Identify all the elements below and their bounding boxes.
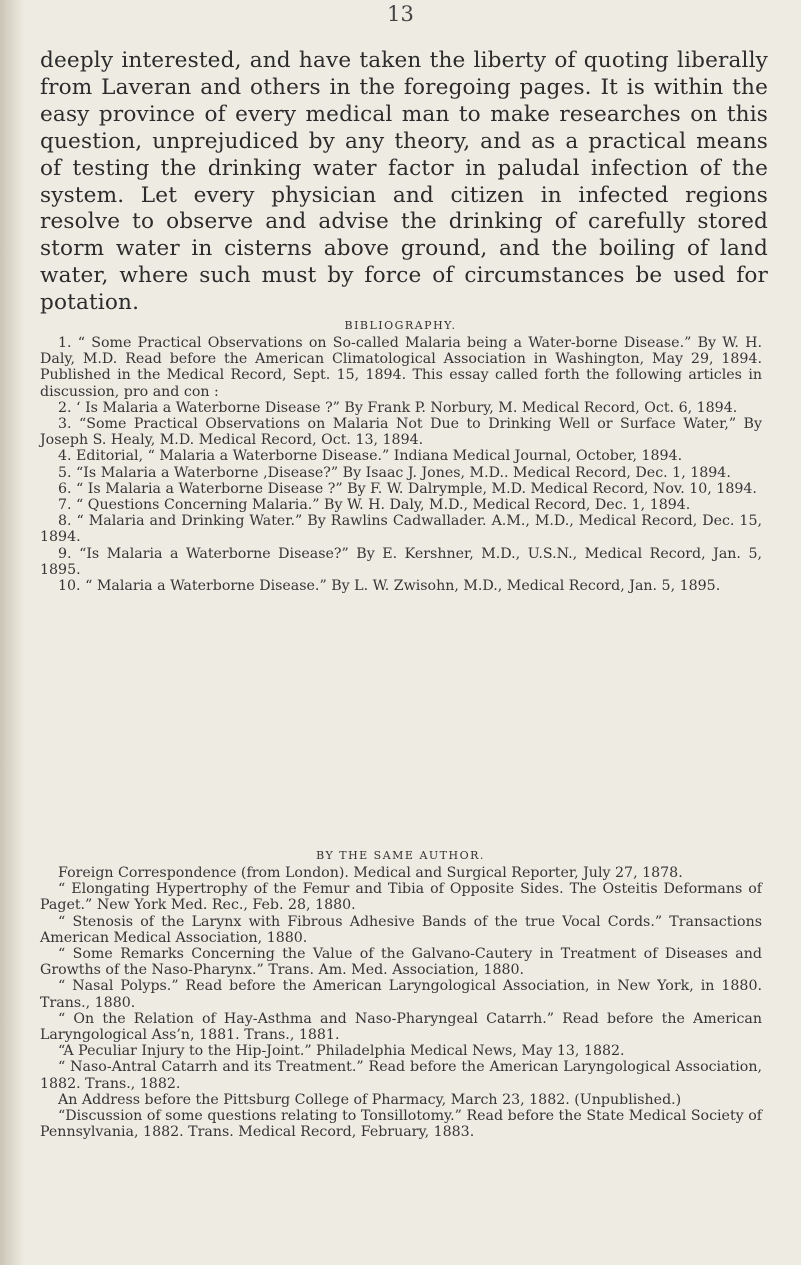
- publication-entry: “ On the Relation of Hay-Asthma and Naso-Pharyngeal Catarrh.” Read before the American Laryngological Ass’n, 1881. Trans., 1881.: [40, 1010, 762, 1044]
- bibliography-entry: 8. “ Malaria and Drinking Water.” By Rawlins Cadwallader. A.M., M.D., Medical Record, Dec. 15, 1894.: [40, 513, 762, 546]
- body-paragraph: deeply interested, and have taken the liberty of quoting liberally from Laveran and others in the foregoing pages. It is within the easy province of every medical man to make researches on this question, unprejudiced by any theory, and as a practical means of testing the drinking water factor in paludal infection of the system. Let every physician and citizen in infected regions resolve to observe and advise the drinking of carefully stored storm water in cisterns above ground, and the boiling of land water, where such must by force of circumstances be used for potation.: [40, 48, 768, 316]
- bibliography-entry: 6. “ Is Malaria a Waterborne Disease ?” By F. W. Dalrymple, M.D. Medical Record, Nov. 10, 1894.: [58, 480, 757, 497]
- publication-entry: “ Some Remarks Concerning the Value of the Galvano-Cautery in Treatment of Diseases and Growths of the Naso-Pharynx.” Trans. Am. Med. Association, 1880.: [40, 946, 762, 979]
- bibliography-entry: 4. Editorial, “ Malaria a Waterborne Disease.” Indiana Medical Journal, October, 1894.: [58, 448, 683, 465]
- publication-entry: Foreign Correspondence (from London). Medical and Surgical Reporter, July 27, 1878.: [58, 865, 683, 881]
- publication-entry: “ Elongating Hypertrophy of the Femur and Tibia of Opposite Sides. The Osteitis Deformans of Paget.” New York Med. Rec., Feb. 28, 1880.: [40, 881, 762, 914]
- bibliography-entry: 2. ‘ Is Malaria a Waterborne Disease ?” By Frank P. Norbury, M. Medical Record, Oct. 6, 1894.: [58, 399, 738, 416]
- publication-entry: “ Stenosis of the Larynx with Fibrous Adhesive Bands of the true Vocal Cords.” Transactions American Medical Association, 1880.: [40, 913, 762, 946]
- bibliography-entry: 1. “ Some Practical Observations on So-called Malaria being a Water-borne Disease.” By W. H. Daly, M.D. Read before the American Climatological Association in Washington, May 29, 1894. Published in the Medical Record, Sept. 15, 1894. This essay called forth the following articles in discussion, pro and con :: [40, 335, 762, 400]
- bibliography-entry: 9. “Is Malaria a Waterborne Disease?” By E. Kershner, M.D., U.S.N., Medical Record, Jan. 5, 1895.: [40, 545, 762, 578]
- bibliography-heading: BIBLIOGRAPHY.: [344, 319, 457, 332]
- bibliography-entry: 10. “ Malaria a Waterborne Disease.” By L. W. Zwisohn, M.D., Medical Record, Jan. 5, 1895.: [58, 578, 721, 595]
- publication-entry: “A Peculiar Injury to the Hip-Joint.” Philadelphia Medical News, May 13, 1882.: [58, 1043, 625, 1060]
- page-binding-edge: [0, 0, 24, 1265]
- same-author-list: [40, 865, 762, 1140]
- publication-entry: “Discussion of some questions relating to Tonsillotomy.” Read before the State Medical Society of Pennsylvania, 1882. Trans. Medical Record, February, 1883.: [40, 1108, 762, 1141]
- bibliography-entry: 5. “Is Malaria a Waterborne ,Disease?” By Isaac J. Jones, M.D.. Medical Record, Dec. 1, 1894.: [58, 464, 731, 481]
- page-number: 13: [387, 2, 414, 26]
- same-author-heading: BY THE SAME AUTHOR.: [316, 849, 485, 862]
- publication-entry: “ Nasal Polyps.” Read before the American Laryngological Association, in New York, in 1880. Trans., 1880.: [40, 978, 762, 1011]
- publication-entry: An Address before the Pittsburg College of Pharmacy, March 23, 1882. (Unpublished.): [58, 1091, 682, 1108]
- bibliography-entry: 7. “ Questions Concerning Malaria.” By W. H. Daly, M.D., Medical Record, Dec. 1, 1894.: [58, 497, 691, 514]
- bibliography-list: [40, 335, 762, 594]
- publication-entry: “ Naso-Antral Catarrh and its Treatment.” Read before the American Laryngological Association, 1882. Trans., 1882.: [40, 1059, 762, 1092]
- bibliography-entry: 3. “Some Practical Observations on Malaria Not Due to Drinking Well or Surface Water,” By Joseph S. Healy, M.D. Medical Record, Oct. 13, 1894.: [40, 416, 762, 449]
